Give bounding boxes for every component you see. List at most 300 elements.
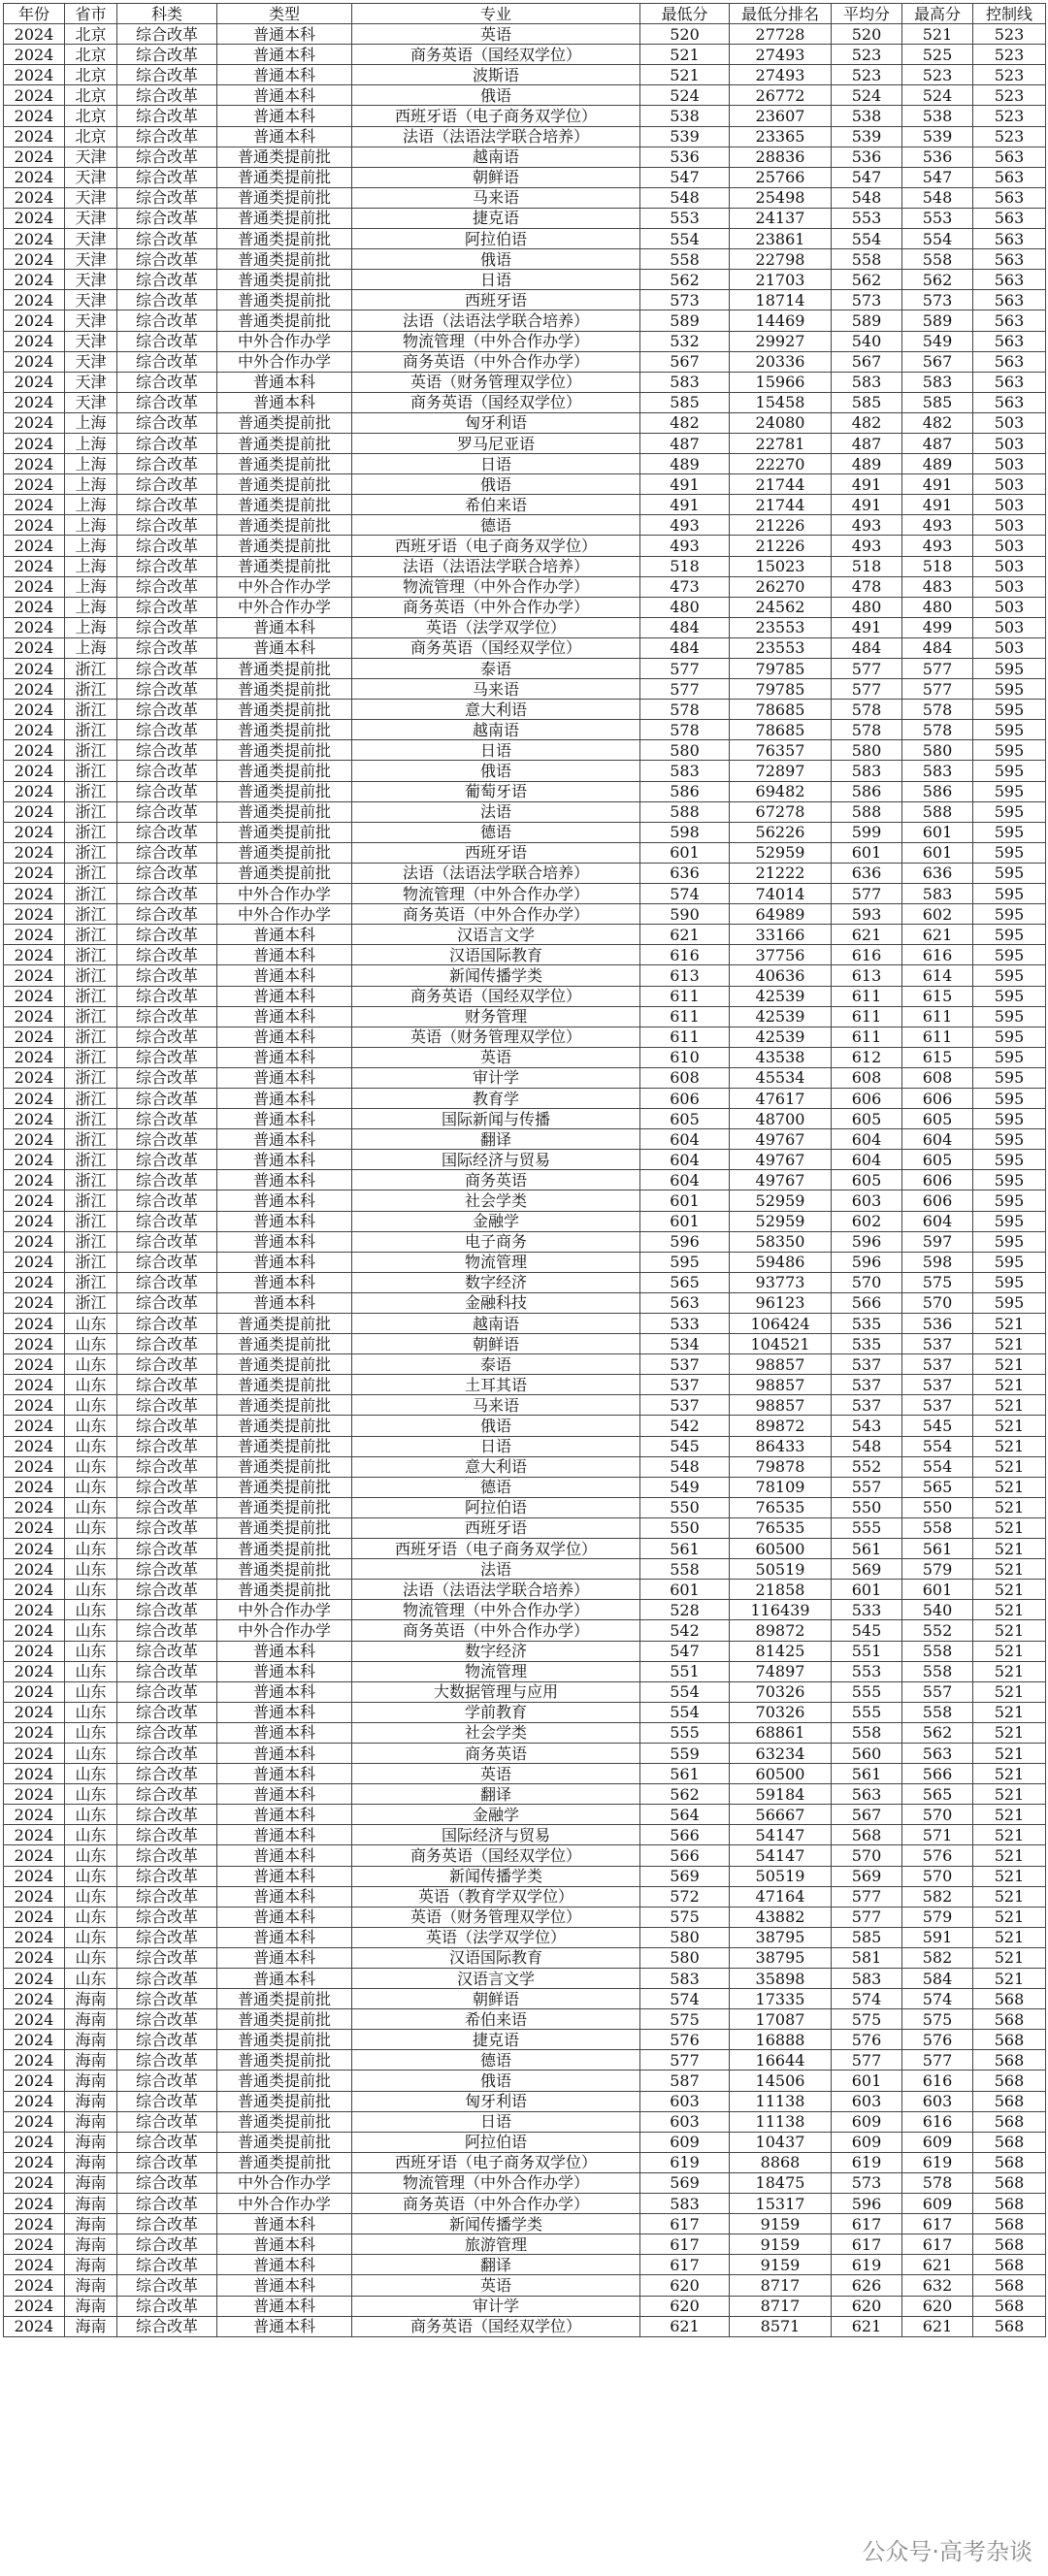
year-cell: 2024 (4, 351, 65, 372)
min-score-cell: 611 (640, 1006, 730, 1027)
year-cell: 2024 (4, 2030, 65, 2050)
major-cell: 日语 (352, 454, 640, 474)
major-cell: 俄语 (352, 761, 640, 781)
batch-type-cell: 普通类提前批 (217, 1436, 352, 1456)
subject-type-cell: 综合改革 (117, 310, 217, 331)
min-rank-cell: 29927 (730, 331, 832, 351)
control-line-cell: 521 (973, 1866, 1046, 1886)
year-cell: 2024 (4, 1580, 65, 1600)
table-row (4, 1784, 1046, 1805)
batch-type-cell: 普通本科 (217, 1947, 352, 1968)
subject-type-cell: 综合改革 (117, 965, 217, 986)
min-rank-cell: 42539 (730, 1027, 832, 1047)
major-cell: 意大利语 (352, 700, 640, 720)
max-score-cell: 601 (902, 1580, 973, 1600)
max-score-cell: 491 (902, 474, 973, 495)
year-cell: 2024 (4, 720, 65, 740)
table-row (4, 2214, 1046, 2234)
min-rank-cell: 116439 (730, 1600, 832, 1620)
control-line-cell: 595 (973, 904, 1046, 925)
min-score-cell: 550 (640, 1517, 730, 1538)
max-score-cell: 576 (902, 2030, 973, 2050)
batch-type-cell: 普通类提前批 (217, 822, 352, 842)
major-cell: 法语 (352, 1559, 640, 1580)
avg-score-cell: 555 (832, 1681, 902, 1702)
batch-type-cell: 普通本科 (217, 1702, 352, 1722)
control-line-cell: 521 (973, 1947, 1046, 1968)
year-cell: 2024 (4, 167, 65, 187)
batch-type-cell: 普通类提前批 (217, 720, 352, 740)
province-cell: 天津 (65, 208, 117, 228)
min-score-cell: 588 (640, 801, 730, 822)
batch-type-cell: 普通本科 (217, 1047, 352, 1067)
table-row (4, 801, 1046, 822)
batch-type-cell: 普通本科 (217, 1969, 352, 1989)
batch-type-cell: 普通本科 (217, 1907, 352, 1927)
year-cell: 2024 (4, 1539, 65, 1559)
subject-type-cell: 综合改革 (117, 1088, 217, 1108)
avg-score-cell: 611 (832, 986, 902, 1006)
table-row (4, 1620, 1046, 1641)
watermark-label: 公众号·高考杂谈 (854, 2530, 1040, 2568)
major-cell: 英语（财务管理双学位） (352, 1907, 640, 1927)
avg-score-cell: 489 (832, 454, 902, 474)
max-score-cell: 580 (902, 740, 973, 761)
year-cell: 2024 (4, 187, 65, 208)
batch-type-cell: 普通本科 (217, 106, 352, 126)
year-cell: 2024 (4, 1743, 65, 1763)
major-cell: 俄语 (352, 1416, 640, 1436)
major-cell: 西班牙语 (352, 842, 640, 863)
max-score-cell: 566 (902, 1764, 973, 1784)
major-cell: 土耳其语 (352, 1375, 640, 1395)
major-cell: 物流管理 (352, 1252, 640, 1272)
province-cell: 浙江 (65, 1190, 117, 1211)
subject-type-cell: 综合改革 (117, 229, 217, 249)
min-score-cell: 532 (640, 331, 730, 351)
subject-type-cell: 综合改革 (117, 1272, 217, 1292)
major-cell: 物流管理（中外合作办学） (352, 1600, 640, 1620)
year-cell: 2024 (4, 1805, 65, 1825)
batch-type-cell: 普通本科 (217, 2234, 352, 2255)
avg-score-cell: 561 (832, 1539, 902, 1559)
table-row (4, 2009, 1046, 2030)
province-cell: 浙江 (65, 659, 117, 679)
avg-score-cell: 524 (832, 85, 902, 106)
avg-score-cell: 585 (832, 1927, 902, 1947)
min-rank-cell: 23553 (730, 637, 832, 658)
table-row (4, 1456, 1046, 1477)
subject-type-cell: 综合改革 (117, 1047, 217, 1067)
year-cell: 2024 (4, 1477, 65, 1497)
min-rank-cell: 8571 (730, 2316, 832, 2336)
min-rank-cell: 58350 (730, 1231, 832, 1252)
province-cell: 北京 (65, 126, 117, 147)
min-score-cell: 520 (640, 24, 730, 45)
control-line-cell: 563 (973, 351, 1046, 372)
min-rank-cell: 43538 (730, 1047, 832, 1067)
table-row (4, 1947, 1046, 1968)
avg-score-cell: 566 (832, 1292, 902, 1313)
subject-type-cell: 综合改革 (117, 1661, 217, 1681)
province-cell: 山东 (65, 1620, 117, 1641)
table-row (4, 351, 1046, 372)
control-line-cell: 563 (973, 392, 1046, 412)
max-score-cell: 598 (902, 1252, 973, 1272)
year-cell: 2024 (4, 761, 65, 781)
batch-type-cell: 普通类提前批 (217, 1314, 352, 1334)
avg-score-cell: 576 (832, 2030, 902, 2050)
control-line-cell: 568 (973, 2050, 1046, 2071)
avg-score-cell: 604 (832, 1129, 902, 1150)
major-cell: 数字经济 (352, 1641, 640, 1661)
max-score-cell: 597 (902, 1231, 973, 1252)
min-score-cell: 619 (640, 2152, 730, 2172)
avg-score-cell: 575 (832, 2009, 902, 2030)
min-rank-cell: 18714 (730, 290, 832, 310)
province-cell: 山东 (65, 1702, 117, 1722)
batch-type-cell: 普通本科 (217, 1927, 352, 1947)
control-line-cell: 521 (973, 1497, 1046, 1517)
subject-type-cell: 综合改革 (117, 1292, 217, 1313)
min-rank-cell: 21744 (730, 495, 832, 515)
major-cell: 西班牙语 (352, 1517, 640, 1538)
table-row (4, 187, 1046, 208)
control-line-cell: 503 (973, 495, 1046, 515)
major-cell: 审计学 (352, 1067, 640, 1088)
control-line-cell: 595 (973, 1088, 1046, 1108)
min-score-cell: 583 (640, 761, 730, 781)
province-cell: 浙江 (65, 822, 117, 842)
province-cell: 山东 (65, 1681, 117, 1702)
min-rank-cell: 79785 (730, 659, 832, 679)
min-rank-cell: 25766 (730, 167, 832, 187)
table-row (4, 1722, 1046, 1743)
subject-type-cell: 综合改革 (117, 392, 217, 412)
province-cell: 浙江 (65, 884, 117, 904)
table-row (4, 1375, 1046, 1395)
province-cell: 浙江 (65, 700, 117, 720)
major-cell: 朝鲜语 (352, 1334, 640, 1354)
control-line-cell: 568 (973, 2316, 1046, 2336)
control-line-cell: 595 (973, 761, 1046, 781)
max-score-cell: 536 (902, 1314, 973, 1334)
max-score-cell: 583 (902, 884, 973, 904)
year-cell: 2024 (4, 801, 65, 822)
min-score-cell: 583 (640, 1969, 730, 1989)
avg-score-cell: 596 (832, 2194, 902, 2214)
subject-type-cell: 综合改革 (117, 1805, 217, 1825)
table-row (4, 249, 1046, 270)
min-score-cell: 484 (640, 617, 730, 637)
year-cell: 2024 (4, 372, 65, 392)
year-cell: 2024 (4, 863, 65, 883)
min-score-cell: 575 (640, 2009, 730, 2030)
avg-score-cell: 619 (832, 2255, 902, 2275)
batch-type-cell: 中外合作办学 (217, 2172, 352, 2193)
avg-score-cell: 533 (832, 1600, 902, 1620)
min-rank-cell: 78685 (730, 700, 832, 720)
batch-type-cell: 普通本科 (217, 1190, 352, 1211)
subject-type-cell: 综合改革 (117, 822, 217, 842)
avg-score-cell: 480 (832, 597, 902, 617)
table-row (4, 781, 1046, 801)
year-cell: 2024 (4, 147, 65, 167)
major-cell: 马来语 (352, 187, 640, 208)
avg-score-cell: 611 (832, 1027, 902, 1047)
batch-type-cell: 普通类提前批 (217, 1559, 352, 1580)
min-score-cell: 583 (640, 372, 730, 392)
min-score-cell: 537 (640, 1395, 730, 1416)
major-cell: 教育学 (352, 1088, 640, 1108)
avg-score-cell: 583 (832, 372, 902, 392)
subject-type-cell: 综合改革 (117, 1702, 217, 1722)
major-cell: 泰语 (352, 1354, 640, 1375)
max-score-cell: 552 (902, 1620, 973, 1641)
year-cell: 2024 (4, 2172, 65, 2193)
batch-type-cell: 普通类提前批 (217, 761, 352, 781)
table-row (4, 1170, 1046, 1190)
batch-type-cell: 普通类提前批 (217, 270, 352, 290)
table-row (4, 986, 1046, 1006)
min-rank-cell: 93773 (730, 1272, 832, 1292)
min-rank-cell: 9159 (730, 2214, 832, 2234)
year-cell: 2024 (4, 1109, 65, 1129)
max-score-cell: 604 (902, 1129, 973, 1150)
table-row (4, 229, 1046, 249)
min-score-cell: 610 (640, 1047, 730, 1067)
min-score-cell: 572 (640, 1886, 730, 1907)
table-row (4, 842, 1046, 863)
max-score-cell: 525 (902, 45, 973, 65)
major-cell: 德语 (352, 2050, 640, 2071)
max-score-cell: 554 (902, 229, 973, 249)
control-line-cell: 595 (973, 925, 1046, 945)
province-cell: 浙江 (65, 1272, 117, 1292)
batch-type-cell: 普通本科 (217, 1845, 352, 1866)
min-rank-cell: 78109 (730, 1477, 832, 1497)
table-row (4, 65, 1046, 85)
max-score-cell: 620 (902, 2296, 973, 2316)
year-cell: 2024 (4, 229, 65, 249)
year-cell: 2024 (4, 515, 65, 536)
province-cell: 浙江 (65, 1006, 117, 1027)
province-cell: 浙江 (65, 1067, 117, 1088)
control-line-cell: 595 (973, 945, 1046, 965)
province-cell: 浙江 (65, 1170, 117, 1190)
min-score-cell: 480 (640, 597, 730, 617)
max-score-cell: 550 (902, 1497, 973, 1517)
major-cell: 西班牙语（电子商务双学位） (352, 106, 640, 126)
max-score-cell: 562 (902, 1722, 973, 1743)
year-cell: 2024 (4, 1190, 65, 1211)
year-cell: 2024 (4, 106, 65, 126)
batch-type-cell: 普通类提前批 (217, 1354, 352, 1375)
major-cell: 马来语 (352, 679, 640, 700)
max-score-cell: 578 (902, 720, 973, 740)
subject-type-cell: 综合改革 (117, 85, 217, 106)
subject-type-cell: 综合改革 (117, 1539, 217, 1559)
batch-type-cell: 普通类提前批 (217, 412, 352, 433)
major-cell: 西班牙语（电子商务双学位） (352, 2152, 640, 2172)
province-cell: 海南 (65, 2132, 117, 2152)
subject-type-cell: 综合改革 (117, 1170, 217, 1190)
table-row (4, 822, 1046, 842)
subject-type-cell: 综合改革 (117, 1845, 217, 1866)
major-cell: 日语 (352, 2111, 640, 2132)
control-line-cell: 521 (973, 1702, 1046, 1722)
table-row (4, 2234, 1046, 2255)
min-score-cell: 576 (640, 2030, 730, 2050)
subject-type-cell: 综合改革 (117, 1559, 217, 1580)
min-rank-cell: 14469 (730, 310, 832, 331)
major-cell: 德语 (352, 515, 640, 536)
year-cell: 2024 (4, 1252, 65, 1272)
min-score-cell: 548 (640, 187, 730, 208)
batch-type-cell: 中外合作办学 (217, 884, 352, 904)
province-cell: 北京 (65, 24, 117, 45)
min-rank-cell: 22270 (730, 454, 832, 474)
province-cell: 上海 (65, 454, 117, 474)
batch-type-cell: 普通类提前批 (217, 1334, 352, 1354)
table-row (4, 1231, 1046, 1252)
subject-type-cell: 综合改革 (117, 2009, 217, 2030)
subject-type-cell: 综合改革 (117, 945, 217, 965)
major-cell: 希伯来语 (352, 495, 640, 515)
batch-type-cell: 普通类提前批 (217, 1416, 352, 1436)
table-row (4, 884, 1046, 904)
subject-type-cell: 综合改革 (117, 781, 217, 801)
province-cell: 海南 (65, 2234, 117, 2255)
min-rank-cell: 17335 (730, 1989, 832, 2009)
header-province: 省市 (65, 4, 117, 24)
control-line-cell: 521 (973, 1764, 1046, 1784)
province-cell: 山东 (65, 1375, 117, 1395)
province-cell: 天津 (65, 270, 117, 290)
avg-score-cell: 573 (832, 2172, 902, 2193)
province-cell: 海南 (65, 2172, 117, 2193)
batch-type-cell: 普通类提前批 (217, 310, 352, 331)
year-cell: 2024 (4, 1989, 65, 2009)
control-line-cell: 595 (973, 720, 1046, 740)
batch-type-cell: 普通类提前批 (217, 679, 352, 700)
major-cell: 商务英语（中外合作办学） (352, 2194, 640, 2214)
table-row (4, 761, 1046, 781)
min-score-cell: 587 (640, 2071, 730, 2091)
year-cell: 2024 (4, 679, 65, 700)
subject-type-cell: 综合改革 (117, 2152, 217, 2172)
max-score-cell: 489 (902, 454, 973, 474)
min-score-cell: 580 (640, 1927, 730, 1947)
table-row (4, 1354, 1046, 1375)
year-cell: 2024 (4, 2255, 65, 2275)
min-rank-cell: 98857 (730, 1375, 832, 1395)
province-cell: 山东 (65, 1886, 117, 1907)
min-rank-cell: 74897 (730, 1661, 832, 1681)
min-score-cell: 578 (640, 700, 730, 720)
batch-type-cell: 普通本科 (217, 24, 352, 45)
province-cell: 海南 (65, 2030, 117, 2050)
table-row (4, 1006, 1046, 1027)
major-cell: 阿拉伯语 (352, 2132, 640, 2152)
batch-type-cell: 普通类提前批 (217, 1580, 352, 1600)
min-rank-cell: 42539 (730, 986, 832, 1006)
major-cell: 商务英语（国经双学位） (352, 392, 640, 412)
control-line-cell: 503 (973, 617, 1046, 637)
max-score-cell: 493 (902, 536, 973, 556)
header-min-rank: 最低分排名 (730, 4, 832, 24)
max-score-cell: 585 (902, 392, 973, 412)
table-row (4, 1681, 1046, 1702)
province-cell: 浙江 (65, 1129, 117, 1150)
province-cell: 天津 (65, 147, 117, 167)
max-score-cell: 537 (902, 1334, 973, 1354)
avg-score-cell: 482 (832, 412, 902, 433)
min-rank-cell: 24080 (730, 412, 832, 433)
batch-type-cell: 普通类提前批 (217, 801, 352, 822)
min-rank-cell: 40636 (730, 965, 832, 986)
year-cell: 2024 (4, 1517, 65, 1538)
major-cell: 金融学 (352, 1211, 640, 1231)
min-score-cell: 542 (640, 1620, 730, 1641)
min-score-cell: 534 (640, 1334, 730, 1354)
year-cell: 2024 (4, 1456, 65, 1477)
avg-score-cell: 578 (832, 700, 902, 720)
max-score-cell: 557 (902, 1681, 973, 1702)
major-cell: 商务英语 (352, 1170, 640, 1190)
year-cell: 2024 (4, 986, 65, 1006)
control-line-cell: 595 (973, 1129, 1046, 1150)
min-score-cell: 617 (640, 2234, 730, 2255)
table-row (4, 2152, 1046, 2172)
batch-type-cell: 普通本科 (217, 1743, 352, 1763)
major-cell: 泰语 (352, 659, 640, 679)
subject-type-cell: 综合改革 (117, 761, 217, 781)
province-cell: 海南 (65, 2296, 117, 2316)
subject-type-cell: 综合改革 (117, 1517, 217, 1538)
province-cell: 山东 (65, 1600, 117, 1620)
admission-score-table (3, 3, 1046, 2337)
max-score-cell: 483 (902, 576, 973, 597)
avg-score-cell: 612 (832, 1047, 902, 1067)
table-row (4, 1047, 1046, 1067)
subject-type-cell: 综合改革 (117, 2132, 217, 2152)
min-score-cell: 491 (640, 474, 730, 495)
header-major: 专业 (352, 4, 640, 24)
year-cell: 2024 (4, 1334, 65, 1354)
min-rank-cell: 21226 (730, 536, 832, 556)
province-cell: 海南 (65, 2194, 117, 2214)
year-cell: 2024 (4, 1231, 65, 1252)
table-row (4, 904, 1046, 925)
avg-score-cell: 535 (832, 1334, 902, 1354)
year-cell: 2024 (4, 2091, 65, 2111)
control-line-cell: 521 (973, 1477, 1046, 1497)
control-line-cell: 563 (973, 187, 1046, 208)
batch-type-cell: 普通类提前批 (217, 1456, 352, 1477)
subject-type-cell: 综合改革 (117, 1006, 217, 1027)
year-cell: 2024 (4, 1129, 65, 1150)
batch-type-cell: 普通本科 (217, 1292, 352, 1313)
major-cell: 社会学类 (352, 1722, 640, 1743)
year-cell: 2024 (4, 454, 65, 474)
min-rank-cell: 11138 (730, 2091, 832, 2111)
min-score-cell: 550 (640, 1497, 730, 1517)
subject-type-cell: 综合改革 (117, 700, 217, 720)
batch-type-cell: 普通类提前批 (217, 249, 352, 270)
subject-type-cell: 综合改革 (117, 515, 217, 536)
max-score-cell: 548 (902, 187, 973, 208)
